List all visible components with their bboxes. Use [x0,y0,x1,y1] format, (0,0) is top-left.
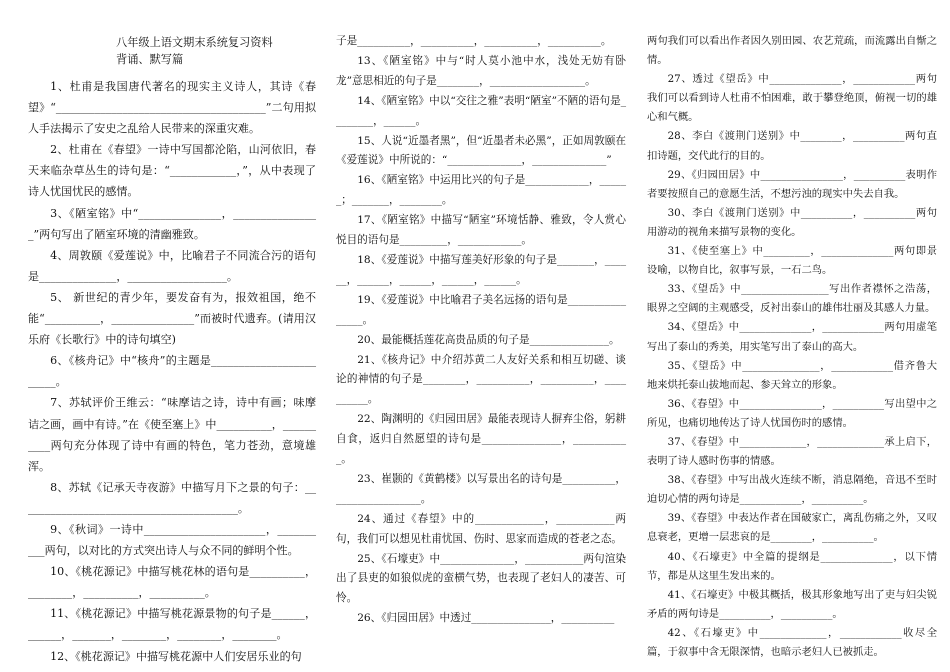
question-8: 8、苏轼《记承天寺夜游》中描写月下之景的句子：________________________________________。 [28,480,316,515]
question-14: 14、《陋室铭》中以“交往之雅”表明“陋室”不陋的语句是________，______。 [336,94,626,127]
question-12: 12、《桃花源记》中描写桃花源中人们安居乐业的句 [50,649,302,663]
question-17: 17、《陋室铭》中描写“陋室”环境恬静、雅致，令人赏心悦目的语句是_________，____________。 [336,214,626,247]
question-26: 26、《归园田居》中透过_______________，__________ [357,612,615,625]
question-28: 28、李白《渡荆门送别》中________，__________两句直扣诗题，交代此行的目的。 [647,130,937,162]
question-13: 13、《陋室铭》中与“时人莫小池中水，浅处无妨有卧龙”意思相近的句子是________，__________________。 [336,54,626,87]
question-30: 30、李白《渡荆门送别》中__________，__________两句用游动的视角来描写景物的变化。 [647,206,937,238]
question-16: 16、《陋室铭》中运用比兴的句子是____________，______；_______，________。 [336,174,626,207]
question-1: 1、杜甫是我国唐代著名的现实主义诗人，其诗《春望》“______________________________________”二句用拟人手法揭示了安史之乱给人民带来的深重灾难。 [28,80,316,136]
question-26-continued: 两句我们可以看出作者因久别田园、农艺荒疏，而流露出自惭之情。 [647,35,937,67]
question-10: 10、《桃花源记》中描写桃花林的语句是__________，________，__________，__________。 [28,565,316,600]
question-33: 33、《望岳》中_________________写出作者襟怀之浩荡，眼界之空阔的主观感受，反衬出泰山的雄伟壮丽及其感人力量。 [647,283,937,315]
document-subtitle: 背诵、默写篇 [116,53,184,66]
question-39: 39、《春望》中表达作者在国破家亡，离乱伤痛之外，又叹息衰老，更增一层悲哀的是________，__________。 [647,512,937,544]
question-9: 9、《秋词》一诗中______________________，__________两句，以对比的方式突出诗人与众不同的鲜明个性。 [28,522,316,558]
question-36: 36、《春望》中________________，__________写出望中之所见，也痛切地传达了诗人忧国伤时的感情。 [647,397,937,429]
question-35: 35、《望岳》中_______________，____________借齐鲁大地来烘托泰山拔地而起、参天耸立的形象。 [647,359,937,391]
question-25: 25、《石壕吏》中______________，___________两句渲染出了县吏的如狼似虎的蛮横气势，也表现了老妇人的凄苦、可怜。 [336,552,626,605]
question-34: 34、《望岳》中______________，____________两句用虚笔写出了泰山的秀美，用实笔写出了泰山的高大。 [647,321,937,353]
column-left [28,34,316,667]
question-4: 4、周敦颐《爱莲说》中，比喻君子不同流合污的语句是______________，__________________。 [28,248,316,283]
question-5: 5、 新世纪的青少年，要发奋有为，报效祖国，绝不能“__________，_______________”而被时代遗弃。(请用汉乐府《长歌行》中的诗句填空) [28,290,316,347]
question-6: 6、《核舟记》中“核舟”的主题是________________________。 [28,354,316,389]
question-42: 42、《石壕吏》中_____________，____________收尽全篇，于叙事中含无限深情，也暗示老妇人已被抓走。 [647,626,937,658]
question-20: 20、最能概括莲花高贵品质的句子是_______________。 [357,333,620,346]
question-3: 3、《陋室铭》中“_______________，________________”两句写出了陋室环境的清幽雅致。 [28,206,316,241]
question-27: 27、透过《望岳》中______________，____________两句我们可以看到诗人杜甫不怕困难，敢于攀登绝顶，俯视一切的雄心和气概。 [647,73,937,124]
question-29: 29、《归园田居》中________________，__________表明作者要按照自己的意愿生活，不想污浊的现实中失去自我。 [647,168,937,200]
question-2: 2、杜甫在《春望》一诗中写国都沦陷，山河依旧，春天来临杂草丛生的诗句是：“____________，”，从中表现了诗人忧国忧民的感情。 [28,143,316,199]
question-18: 18、《爱莲说》中描写莲美好形象的句子是_______，______，______，______，______，______。 [336,253,626,286]
question-37: 37、《春望》中_____________，_____________承上启下，表明了诗人感时伤事的情感。 [647,435,937,468]
question-19: 19、《爱莲说》中比喻君子美名远扬的语句是________________。 [336,293,626,326]
question-15: 15、人说“近墨者黑”，但“近墨者未必黑”，正如周敦颐在《爱莲说》中所说的：“______________，______________” [336,134,626,167]
question-23: 23、崔颢的《黄鹤楼》以写景出名的诗句是__________，________________。 [336,472,626,505]
question-7: 7、苏轼评价王维云：“味摩诘之诗，诗中有画；味摩诘之画，画中有诗。”在《使至塞上》中__________，__________两句充分体现了诗中有画的特色，笔力苍劲，意境雄浑。 [28,396,316,473]
question-31: 31、《使至塞上》中_________，______________两句即景设喻，以物自比，叙事写景，一石二鸟。 [647,245,937,277]
question-12-continued: 子是__________，__________，__________，__________。 [336,35,612,47]
question-38: 38、《春望》中写出战火连续不断，消息隔绝，音迅不至时迫切心情的两句诗是____________，__________。 [647,474,937,506]
column-right [647,32,937,662]
question-21: 21、《核舟记》中介绍苏黄二人友好关系和相互切磋、谈论的神情的句子是________，__________，__________，__________。 [336,353,626,406]
column-middle [336,32,626,629]
question-40: 40、《石壕吏》中全篇的提纲是______________，以下情节，都是从这里生发出来的。 [647,550,937,582]
question-22: 22、陶渊明的《归园田居》最能表现诗人摒弃尘俗，躬耕自食，返归自然愿望的诗句是_______________，___________。 [336,413,626,466]
question-11: 11、《桃花源记》中描写桃花源景物的句子是______，______，_______，________，________，________。 [28,607,316,642]
question-24: 24、通过《春望》中的_____________，___________两句，我们可以想见杜甫忧国、伤时、思家而造成的苍老之态。 [336,512,626,545]
question-41: 41、《石壕吏》中极其概括，极其形象地写出了吏与妇尖锐矛盾的两句诗是__________，__________。 [647,588,937,620]
document-title: 八年级上语文期末系统复习资料 [116,36,273,49]
